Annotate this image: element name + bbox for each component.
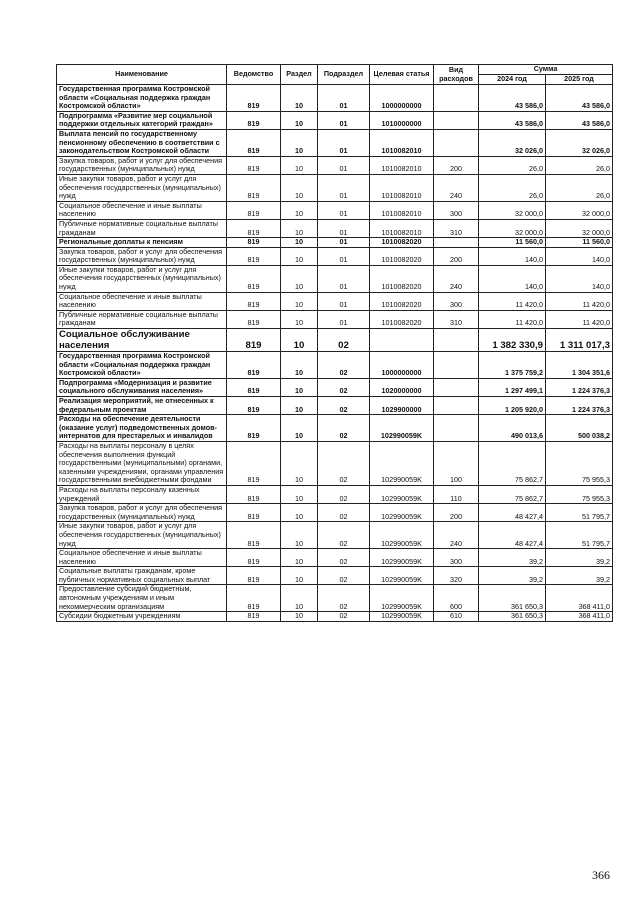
cell-department: 819 [227, 292, 281, 310]
table-row [57, 156, 613, 174]
cell-sum-2025: 11 420,0 [546, 310, 613, 328]
cell-subsection: 01 [318, 174, 370, 201]
cell-sum-2024: 43 586,0 [479, 111, 546, 129]
table-row [57, 129, 613, 156]
cell-department: 819 [227, 219, 281, 237]
table-row [57, 378, 613, 396]
cell-sum-2024: 26,0 [479, 156, 546, 174]
cell-section: 10 [281, 85, 318, 112]
cell-subsection: 02 [318, 329, 370, 352]
cell-sum-2024: 1 382 330,9 [479, 329, 546, 352]
table-row [57, 219, 613, 237]
cell-department: 819 [227, 378, 281, 396]
cell-target-item: 102990059K [370, 485, 434, 503]
cell-section: 10 [281, 415, 318, 442]
table-row [57, 201, 613, 219]
cell-name: Реализация мероприятий, не отнесенных к федеральным проектам [57, 397, 227, 415]
header-year-2025: 2025 год [546, 75, 613, 85]
table-row [57, 247, 613, 265]
cell-section: 10 [281, 504, 318, 522]
cell-sum-2025: 75 955,3 [546, 485, 613, 503]
cell-name: Социальное обеспечение и иные выплаты населению [57, 292, 227, 310]
cell-expense-type: 200 [434, 247, 479, 265]
header-department: Ведомство [227, 65, 281, 85]
cell-subsection: 01 [318, 111, 370, 129]
cell-sum-2025: 368 411,0 [546, 612, 613, 622]
cell-expense-type: 240 [434, 265, 479, 292]
cell-section: 10 [281, 441, 318, 485]
cell-name: Закупка товаров, работ и услуг для обеспечения государственных (муниципальных) нужд [57, 247, 227, 265]
cell-target-item: 1000000000 [370, 352, 434, 379]
header-subsection: Подраздел [318, 65, 370, 85]
cell-sum-2024: 75 862,7 [479, 441, 546, 485]
cell-sum-2024: 140,0 [479, 247, 546, 265]
cell-subsection: 01 [318, 201, 370, 219]
cell-section: 10 [281, 549, 318, 567]
cell-target-item: 1010082010 [370, 174, 434, 201]
cell-sum-2025: 140,0 [546, 247, 613, 265]
cell-name: Социальные выплаты гражданам, кроме публичных нормативных социальных выплат [57, 567, 227, 585]
cell-sum-2025: 140,0 [546, 265, 613, 292]
cell-expense-type [434, 352, 479, 379]
cell-expense-type: 110 [434, 485, 479, 503]
cell-sum-2025: 75 955,3 [546, 441, 613, 485]
cell-section: 10 [281, 292, 318, 310]
cell-subsection: 02 [318, 585, 370, 612]
cell-sum-2025: 11 420,0 [546, 292, 613, 310]
cell-target-item: 102990059K [370, 441, 434, 485]
cell-expense-type: 200 [434, 504, 479, 522]
table-row [57, 238, 613, 248]
cell-subsection: 02 [318, 415, 370, 442]
cell-subsection: 02 [318, 378, 370, 396]
cell-name: Закупка товаров, работ и услуг для обеспечения государственных (муниципальных) нужд [57, 156, 227, 174]
cell-name: Подпрограмма «Развитие мер социальной поддержки отдельных категорий граждан» [57, 111, 227, 129]
cell-sum-2024: 1 297 499,1 [479, 378, 546, 396]
cell-name: Иные закупки товаров, работ и услуг для обеспечения государственных (муниципальных) нужд [57, 174, 227, 201]
cell-department: 819 [227, 329, 281, 352]
cell-subsection: 01 [318, 247, 370, 265]
cell-section: 10 [281, 238, 318, 248]
cell-sum-2024: 361 650,3 [479, 585, 546, 612]
cell-sum-2024: 48 427,4 [479, 522, 546, 549]
header-expense-type: Вид расходов [434, 65, 479, 85]
cell-target-item: 1010082010 [370, 219, 434, 237]
cell-sum-2024: 140,0 [479, 265, 546, 292]
cell-section: 10 [281, 265, 318, 292]
cell-section: 10 [281, 247, 318, 265]
cell-subsection: 01 [318, 156, 370, 174]
cell-section: 10 [281, 522, 318, 549]
cell-department: 819 [227, 129, 281, 156]
table-row [57, 111, 613, 129]
table-row [57, 415, 613, 442]
cell-expense-type: 300 [434, 549, 479, 567]
cell-section: 10 [281, 156, 318, 174]
cell-department: 819 [227, 174, 281, 201]
cell-sum-2025: 11 560,0 [546, 238, 613, 248]
cell-sum-2024: 32 000,0 [479, 201, 546, 219]
cell-name: Социальное обеспечение и иные выплаты населению [57, 201, 227, 219]
cell-sum-2024: 361 650,3 [479, 612, 546, 622]
cell-department: 819 [227, 201, 281, 219]
cell-subsection: 01 [318, 292, 370, 310]
cell-department: 819 [227, 522, 281, 549]
cell-name: Публичные нормативные социальные выплаты гражданам [57, 310, 227, 328]
table-row [57, 310, 613, 328]
cell-sum-2024: 1 205 920,0 [479, 397, 546, 415]
cell-sum-2025: 32 026,0 [546, 129, 613, 156]
cell-section: 10 [281, 329, 318, 352]
cell-sum-2025: 26,0 [546, 156, 613, 174]
cell-target-item: 1010082020 [370, 310, 434, 328]
cell-section: 10 [281, 397, 318, 415]
cell-sum-2025: 32 000,0 [546, 201, 613, 219]
cell-sum-2024: 32 026,0 [479, 129, 546, 156]
budget-table [56, 64, 613, 622]
cell-name: Подпрограмма «Модернизация и развитие социального обслуживания населения» [57, 378, 227, 396]
cell-department: 819 [227, 310, 281, 328]
cell-sum-2025: 1 304 351,6 [546, 352, 613, 379]
cell-department: 819 [227, 352, 281, 379]
cell-name: Расходы на выплаты персоналу в целях обеспечения выполнения функций государственными (муниципальными) органами, казенными учреждениями, органами управления государственными внебюджетными фондами [57, 441, 227, 485]
cell-sum-2024: 32 000,0 [479, 219, 546, 237]
cell-sum-2025: 39,2 [546, 567, 613, 585]
cell-subsection: 02 [318, 612, 370, 622]
cell-sum-2025: 51 795,7 [546, 522, 613, 549]
cell-sum-2025: 39,2 [546, 549, 613, 567]
cell-section: 10 [281, 585, 318, 612]
cell-subsection: 02 [318, 522, 370, 549]
cell-sum-2024: 39,2 [479, 567, 546, 585]
table-row [57, 549, 613, 567]
cell-expense-type [434, 129, 479, 156]
cell-section: 10 [281, 201, 318, 219]
cell-subsection: 01 [318, 219, 370, 237]
cell-expense-type: 200 [434, 156, 479, 174]
cell-department: 819 [227, 549, 281, 567]
cell-name: Расходы на выплаты персоналу казенных учреждений [57, 485, 227, 503]
cell-sum-2025: 368 411,0 [546, 585, 613, 612]
cell-name: Выплата пенсий по государственному пенсионному обеспечению в соответствии с законодательством Костромской области [57, 129, 227, 156]
table-row [57, 292, 613, 310]
cell-subsection: 02 [318, 397, 370, 415]
cell-section: 10 [281, 174, 318, 201]
cell-sum-2025: 32 000,0 [546, 219, 613, 237]
cell-target-item: 1010082020 [370, 247, 434, 265]
cell-sum-2024: 39,2 [479, 549, 546, 567]
cell-expense-type: 240 [434, 174, 479, 201]
header-target-item: Целевая статья [370, 65, 434, 85]
cell-expense-type: 610 [434, 612, 479, 622]
table-row [57, 329, 613, 352]
cell-sum-2024: 1 375 759,2 [479, 352, 546, 379]
cell-target-item: 1010082010 [370, 201, 434, 219]
cell-target-item: 1020000000 [370, 378, 434, 396]
cell-name: Социальное обеспечение и иные выплаты населению [57, 549, 227, 567]
cell-expense-type: 300 [434, 292, 479, 310]
cell-expense-type: 300 [434, 201, 479, 219]
cell-sum-2025: 43 586,0 [546, 85, 613, 112]
cell-department: 819 [227, 441, 281, 485]
cell-department: 819 [227, 156, 281, 174]
cell-expense-type: 240 [434, 522, 479, 549]
cell-expense-type [434, 238, 479, 248]
cell-target-item: 1010082010 [370, 129, 434, 156]
cell-department: 819 [227, 415, 281, 442]
cell-target-item: 102990059K [370, 504, 434, 522]
cell-department: 819 [227, 612, 281, 622]
cell-sum-2024: 11 560,0 [479, 238, 546, 248]
cell-subsection: 02 [318, 485, 370, 503]
cell-expense-type: 100 [434, 441, 479, 485]
cell-name: Закупка товаров, работ и услуг для обеспечения государственных (муниципальных) нужд [57, 504, 227, 522]
cell-section: 10 [281, 567, 318, 585]
cell-target-item: 1010082010 [370, 156, 434, 174]
cell-subsection: 01 [318, 129, 370, 156]
table-row [57, 441, 613, 485]
cell-target-item: 1010082020 [370, 292, 434, 310]
table-row [57, 567, 613, 585]
cell-expense-type [434, 329, 479, 352]
cell-sum-2025: 51 795,7 [546, 504, 613, 522]
cell-section: 10 [281, 612, 318, 622]
cell-sum-2024: 490 013,6 [479, 415, 546, 442]
cell-department: 819 [227, 567, 281, 585]
cell-subsection: 02 [318, 352, 370, 379]
cell-subsection: 02 [318, 441, 370, 485]
cell-section: 10 [281, 378, 318, 396]
cell-department: 819 [227, 238, 281, 248]
cell-section: 10 [281, 219, 318, 237]
cell-department: 819 [227, 585, 281, 612]
cell-sum-2025: 1 311 017,3 [546, 329, 613, 352]
cell-sum-2025: 26,0 [546, 174, 613, 201]
cell-target-item: 1010082020 [370, 265, 434, 292]
header-year-2024: 2024 год [479, 75, 546, 85]
cell-subsection: 01 [318, 265, 370, 292]
header-section: Раздел [281, 65, 318, 85]
table-row [57, 612, 613, 622]
cell-section: 10 [281, 129, 318, 156]
cell-expense-type: 310 [434, 219, 479, 237]
cell-target-item: 102990059K [370, 549, 434, 567]
cell-section: 10 [281, 310, 318, 328]
cell-target-item: 102990059K [370, 567, 434, 585]
cell-department: 819 [227, 111, 281, 129]
table-row [57, 174, 613, 201]
table-row [57, 265, 613, 292]
table-row [57, 485, 613, 503]
cell-expense-type [434, 378, 479, 396]
table-body [57, 85, 613, 622]
cell-name: Иные закупки товаров, работ и услуг для обеспечения государственных (муниципальных) нужд [57, 522, 227, 549]
header-sum: Сумма [479, 65, 613, 75]
cell-target-item: 102990059K [370, 522, 434, 549]
cell-department: 819 [227, 485, 281, 503]
cell-sum-2025: 1 224 376,3 [546, 378, 613, 396]
cell-sum-2024: 48 427,4 [479, 504, 546, 522]
cell-name: Субсидии бюджетным учреждениям [57, 612, 227, 622]
table-row [57, 85, 613, 112]
cell-target-item: 1010082020 [370, 238, 434, 248]
cell-name: Иные закупки товаров, работ и услуг для обеспечения государственных (муниципальных) нужд [57, 265, 227, 292]
cell-name: Социальное обслуживание населения [57, 329, 227, 352]
cell-sum-2025: 43 586,0 [546, 111, 613, 129]
cell-sum-2024: 11 420,0 [479, 292, 546, 310]
header-name: Наименование [57, 65, 227, 85]
cell-sum-2024: 11 420,0 [479, 310, 546, 328]
cell-name: Региональные доплаты к пенсиям [57, 238, 227, 248]
cell-section: 10 [281, 111, 318, 129]
table-row [57, 352, 613, 379]
cell-name: Государственная программа Костромской области «Социальная поддержка граждан Костромской области» [57, 352, 227, 379]
cell-expense-type: 320 [434, 567, 479, 585]
cell-expense-type [434, 397, 479, 415]
cell-subsection: 01 [318, 85, 370, 112]
cell-target-item: 1010000000 [370, 111, 434, 129]
cell-name: Государственная программа Костромской области «Социальная поддержка граждан Костромской области» [57, 85, 227, 112]
table-row [57, 522, 613, 549]
cell-sum-2025: 500 038,2 [546, 415, 613, 442]
cell-name: Предоставление субсидий бюджетным, автономным учреждениям и иным некоммерческим организациям [57, 585, 227, 612]
cell-subsection: 01 [318, 238, 370, 248]
cell-sum-2024: 75 862,7 [479, 485, 546, 503]
cell-target-item: 102990059K [370, 612, 434, 622]
cell-sum-2024: 26,0 [479, 174, 546, 201]
cell-name: Публичные нормативные социальные выплаты гражданам [57, 219, 227, 237]
page-number: 366 [592, 868, 610, 882]
cell-subsection: 02 [318, 567, 370, 585]
cell-subsection: 02 [318, 504, 370, 522]
cell-target-item: 102990059K [370, 585, 434, 612]
cell-department: 819 [227, 265, 281, 292]
cell-target-item: 1000000000 [370, 85, 434, 112]
cell-department: 819 [227, 504, 281, 522]
cell-subsection: 01 [318, 310, 370, 328]
cell-expense-type: 600 [434, 585, 479, 612]
cell-expense-type [434, 85, 479, 112]
cell-target-item: 102990059K [370, 415, 434, 442]
cell-sum-2025: 1 224 376,3 [546, 397, 613, 415]
table-row [57, 397, 613, 415]
cell-department: 819 [227, 247, 281, 265]
cell-expense-type: 310 [434, 310, 479, 328]
cell-subsection: 02 [318, 549, 370, 567]
cell-department: 819 [227, 397, 281, 415]
cell-target-item: 1029900000 [370, 397, 434, 415]
cell-section: 10 [281, 485, 318, 503]
cell-sum-2024: 43 586,0 [479, 85, 546, 112]
table-row [57, 585, 613, 612]
cell-expense-type [434, 415, 479, 442]
cell-section: 10 [281, 352, 318, 379]
cell-department: 819 [227, 85, 281, 112]
cell-expense-type [434, 111, 479, 129]
table-row [57, 504, 613, 522]
cell-name: Расходы на обеспечение деятельности (оказание услуг) подведомственных домов-интернатов для престарелых и инвалидов [57, 415, 227, 442]
cell-target-item [370, 329, 434, 352]
